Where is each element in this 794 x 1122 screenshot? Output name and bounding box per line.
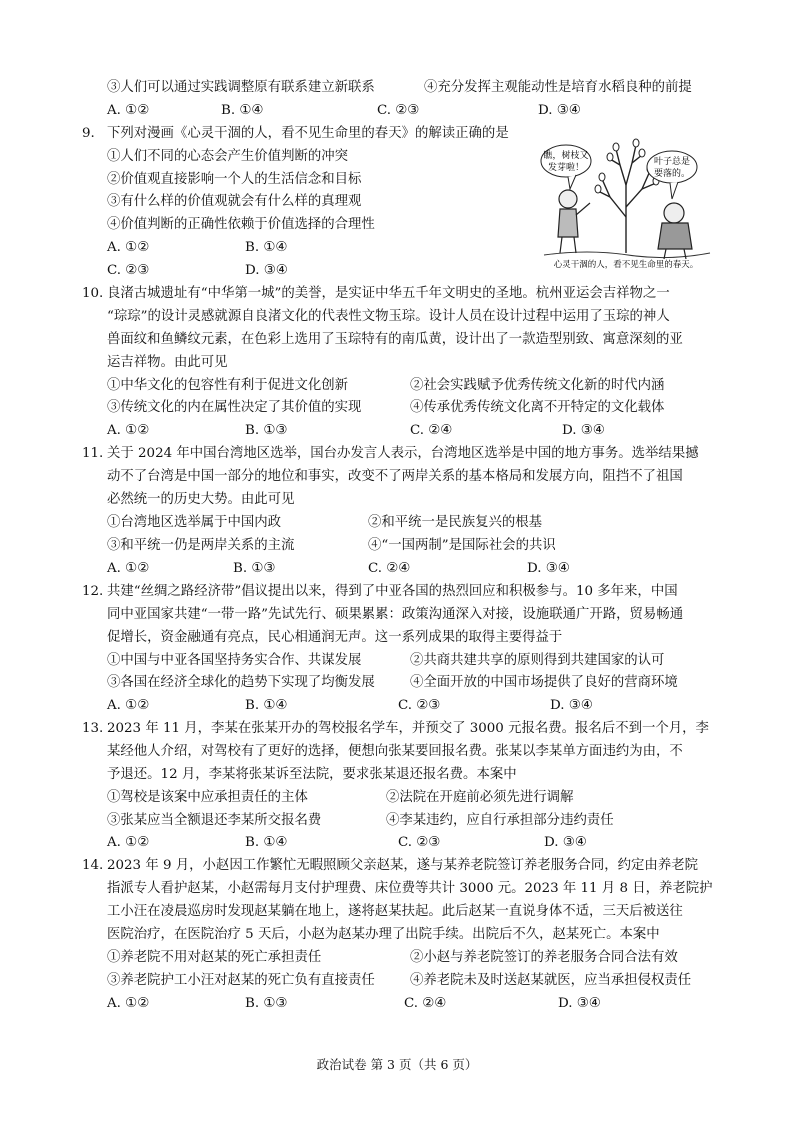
q9-choice-c: C. ②③ bbox=[107, 263, 150, 278]
q13-choice-b: B. ①④ bbox=[245, 835, 288, 850]
q12-stem-line-1: 共建“丝绸之路经济带”倡议提出以来，得到了中亚各国的热烈回应和积极参与。10 多年来，中国 bbox=[107, 584, 678, 599]
q9-option-2: ②价值观直接影响一个人的生活信念和目标 bbox=[107, 172, 362, 187]
q8-option-4: ④充分发挥主观能动性是培育水稻良种的前提 bbox=[424, 80, 692, 95]
q8-choice-d: D. ③④ bbox=[538, 103, 581, 118]
q14-stem-line-2: 指派专人看护赵某，小赵需每月支付护理费、床位费等共计 3000 元。2023 年 11 月 8 日，养老院护 bbox=[107, 881, 713, 896]
q14-number: 14. bbox=[82, 858, 104, 873]
q13-choice-d: D. ③④ bbox=[544, 835, 587, 850]
bare-tree-icon bbox=[598, 145, 656, 253]
q9-number: 9. bbox=[82, 126, 95, 141]
q12-option-3: ③各国在经济全球化的趋势下实现了均衡发展 bbox=[107, 675, 375, 690]
q14-option-4: ④养老院未及时送赵某就医，应当承担侵权责任 bbox=[410, 973, 692, 988]
q13-stem-line-1: 2023 年 11 月，李某在张某开办的驾校报名学车，并预交了 3000 元报名费。报名后不到一个月，李 bbox=[107, 721, 709, 736]
q9-cartoon bbox=[538, 125, 714, 271]
q12-option-4: ④全面开放的中国市场提供了良好的营商环境 bbox=[410, 675, 678, 690]
q13-number: 13. bbox=[82, 721, 104, 736]
q14-stem-line-3: 工小汪在凌晨巡房时发现赵某躺在地上，遂将赵某扶起。此后赵某一直说身体不适，三天后被送往 bbox=[107, 904, 683, 919]
q12-option-2: ②共商共建共享的原则得到共建国家的认可 bbox=[410, 653, 665, 668]
q8-choice-b: B. ①④ bbox=[221, 103, 264, 118]
q10-choice-c: C. ②④ bbox=[410, 423, 453, 438]
right-bubble-line-2: 要落的。 bbox=[653, 169, 691, 179]
q14-choice-b: B. ①③ bbox=[245, 996, 288, 1011]
q10-stem-line-2: “琮琮”的设计灵感就源自良渚文化的代表性文物玉琮。设计人员在设计过程中运用了玉琮的神人 bbox=[107, 309, 670, 324]
q10-option-2: ②社会实践赋予优秀传统文化新的时代内涵 bbox=[410, 378, 665, 393]
q9-option-3: ③有什么样的价值观就会有什么样的真理观 bbox=[107, 194, 362, 209]
cartoon-drawing bbox=[538, 125, 714, 271]
q8-choice-c: C. ②③ bbox=[377, 103, 420, 118]
q9-choice-d: D. ③④ bbox=[245, 263, 288, 278]
q11-stem-line-2: 动不了台湾是中国一部分的地位和事实，改变不了两岸关系的基本格局和发展方向，阻挡不了祖国 bbox=[107, 469, 683, 484]
q11-choice-d: D. ③④ bbox=[527, 561, 570, 576]
q11-choice-c: C. ②④ bbox=[368, 561, 411, 576]
q13-choice-c: C. ②③ bbox=[398, 835, 441, 850]
q14-choice-d: D. ③④ bbox=[558, 996, 601, 1011]
q14-choice-a: A. ①② bbox=[107, 996, 150, 1011]
q14-stem-line-4: 医院治疗，在医院治疗 5 天后，小赵为赵某办理了出院手续。出院后不久，赵某死亡。本案中 bbox=[107, 927, 660, 942]
q13-option-1: ①驾校是该案中应承担责任的主体 bbox=[107, 790, 308, 805]
q12-choice-b: B. ①④ bbox=[245, 698, 288, 713]
q12-choice-d: D. ③④ bbox=[550, 698, 593, 713]
q10-stem-line-3: 兽面纹和鱼鳞纹元素，在色彩上选用了玉琮特有的南瓜黄，设计出了一款造型别致、寓意深刻的亚 bbox=[107, 332, 683, 347]
q12-stem-line-3: 促增长，资金融通有亮点，民心相通润无声。这一系列成果的取得主要得益于 bbox=[107, 630, 563, 645]
q9-choice-a: A. ①② bbox=[107, 240, 150, 255]
q9-choice-b: B. ①④ bbox=[245, 240, 288, 255]
q11-stem-line-1: 关于 2024 年中国台湾地区选举，国台办发言人表示，台湾地区选举是中国的地方事务。选举结果撼 bbox=[107, 446, 699, 461]
q13-choice-a: A. ①② bbox=[107, 835, 150, 850]
q14-option-3: ③养老院护工小汪对赵某的死亡负有直接责任 bbox=[107, 973, 375, 988]
q11-option-3: ③和平统一仍是两岸关系的主流 bbox=[107, 538, 295, 553]
q9-option-1: ①人们不同的心态会产生价值判断的冲突 bbox=[107, 149, 349, 164]
q13-option-3: ③张某应当全额退还李某所交报名费 bbox=[107, 813, 322, 828]
left-bubble-line-2: 发芽啦！ bbox=[547, 163, 585, 173]
q10-option-3: ③传统文化的内在属性决定了其价值的实现 bbox=[107, 400, 362, 415]
gloomy-person-icon bbox=[658, 203, 692, 259]
q13-option-4: ④李某违约，应自行承担部分违约责任 bbox=[386, 813, 614, 828]
q14-choice-c: C. ②④ bbox=[404, 996, 447, 1011]
q14-stem-line-1: 2023 年 9 月，小赵因工作繁忙无暇照顾父亲赵某，遂与某养老院签订养老服务合同，约定由养老院 bbox=[107, 858, 698, 873]
q8-option-3: ③人们可以通过实践调整原有联系建立新联系 bbox=[107, 80, 375, 95]
q12-number: 12. bbox=[82, 584, 104, 599]
q10-option-1: ①中华文化的包容性有利于促进文化创新 bbox=[107, 378, 349, 393]
q10-choice-d: D. ③④ bbox=[562, 423, 605, 438]
q11-number: 11. bbox=[82, 446, 104, 461]
q13-stem-line-3: 予退还。12 月，李某将张某诉至法院，要求张某退还报名费。本案中 bbox=[107, 767, 517, 782]
page-footer: 政治试卷 第 3 页（共 6 页） bbox=[316, 1057, 478, 1072]
q11-choice-a: A. ①② bbox=[107, 561, 150, 576]
q10-stem-line-1: 良渚古城遗址有“中华第一城”的美誉，是实证中华五千年文明史的圣地。杭州亚运会吉祥物之一 bbox=[107, 286, 670, 301]
left-bubble-line-1: 瞧，树枝又 bbox=[543, 151, 589, 161]
hopeful-person-icon bbox=[558, 190, 590, 253]
q14-option-2: ②小赵与养老院签订的养老服务合同合法有效 bbox=[410, 950, 678, 965]
q11-choice-b: B. ①③ bbox=[233, 561, 276, 576]
q10-option-4: ④传承优秀传统文化离不开特定的文化载体 bbox=[410, 400, 665, 415]
q13-option-2: ②法院在开庭前必须先进行调解 bbox=[386, 790, 574, 805]
q14-option-1: ①养老院不用对赵某的死亡承担责任 bbox=[107, 950, 322, 965]
q11-stem-line-3: 必然统一的历史大势。由此可见 bbox=[107, 492, 295, 507]
q12-option-1: ①中国与中亚各国坚持务实合作、共谋发展 bbox=[107, 653, 362, 668]
q13-stem-line-2: 某经他人介绍，对驾校有了更好的选择，便想向张某要回报名费。张某以李某单方面违约为由，不 bbox=[107, 744, 683, 759]
q12-choice-c: C. ②③ bbox=[398, 698, 441, 713]
q10-number: 10. bbox=[82, 286, 104, 301]
q9-option-4: ④价值判断的正确性依赖于价值选择的合理性 bbox=[107, 217, 375, 232]
q12-stem-line-2: 同中亚国家共建“一带一路”先试先行、硕果累累：政策沟通深入对接，设施联通广开路，贸易畅通 bbox=[107, 607, 684, 622]
q12-choice-a: A. ①② bbox=[107, 698, 150, 713]
right-bubble-line-1: 叶子总是 bbox=[653, 157, 691, 167]
q11-option-2: ②和平统一是民族复兴的根基 bbox=[368, 515, 543, 530]
cartoon-caption: 心灵干涸的人，看不见生命里的春天。 bbox=[553, 260, 699, 270]
q10-choice-a: A. ①② bbox=[107, 423, 150, 438]
q9-stem: 下列对漫画《心灵干涸的人，看不见生命里的春天》的解读正确的是 bbox=[107, 126, 509, 141]
q11-option-4: ④“一国两制”是国际社会的共识 bbox=[368, 538, 556, 553]
q8-choice-a: A. ①② bbox=[107, 103, 150, 118]
q10-choice-b: B. ①③ bbox=[245, 423, 288, 438]
q11-option-1: ①台湾地区选举属于中国内政 bbox=[107, 515, 282, 530]
q10-stem-line-4: 运吉祥物。由此可见 bbox=[107, 355, 228, 370]
